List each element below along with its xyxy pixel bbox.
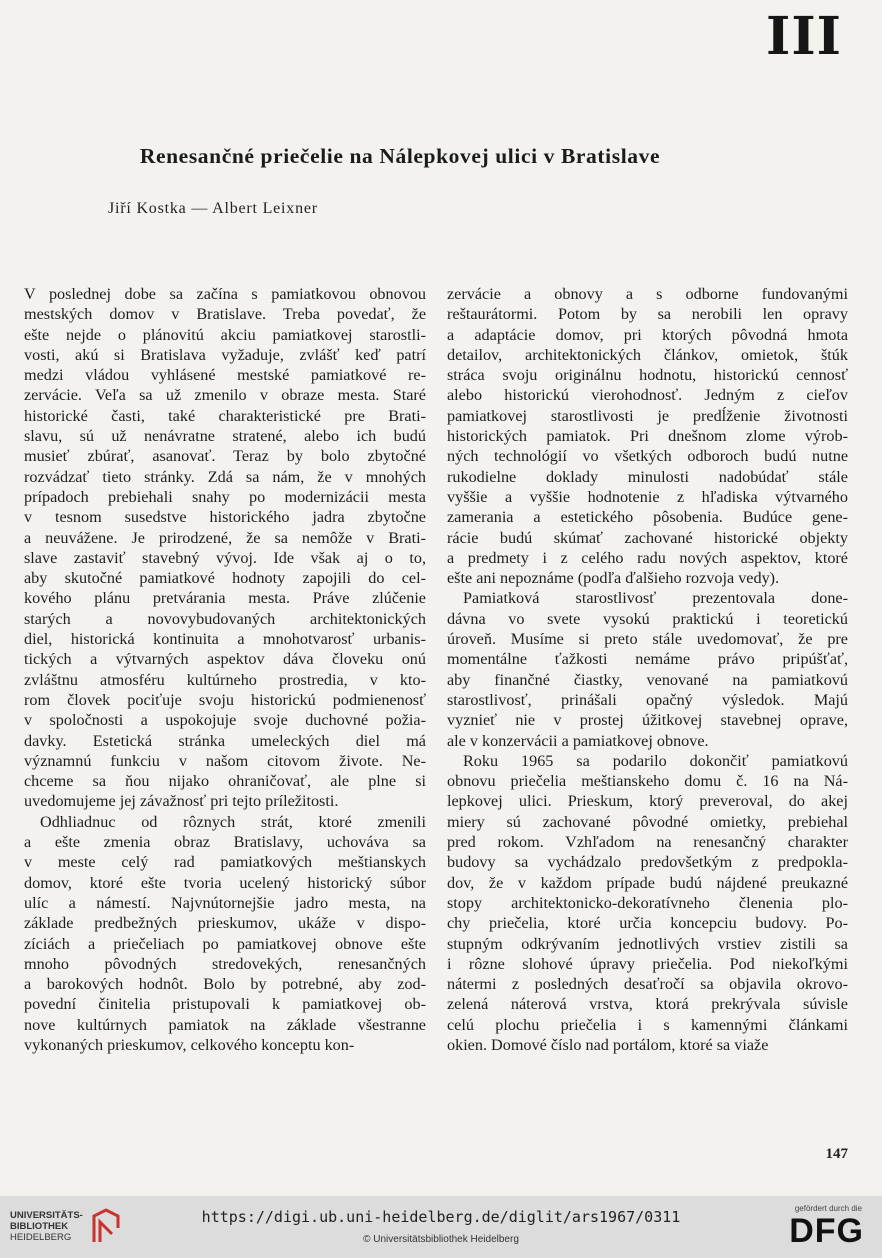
permalink-url[interactable]: https://digi.ub.uni-heidelberg.de/diglit/ars1967/0311 bbox=[201, 1208, 681, 1226]
text-line: Roku 1965 sa podarilo dokončiť pamiatkovú bbox=[463, 751, 848, 770]
text-line: lepkovej ulici. Prieskum, ktorý preveroval, do akej bbox=[447, 792, 848, 811]
text-line: ných technológií vo všetkých odboroch budú nutne bbox=[447, 447, 848, 466]
text-line: nátermi z posledných desaťročí sa objavila okrovo- bbox=[447, 975, 848, 994]
text-line: celú plochu priečelia i s kamennými článkami bbox=[447, 1015, 848, 1034]
library-name-line: BIBLIOTHEK bbox=[10, 1221, 69, 1232]
text-line: musieť zbúrať, asanovať. Teraz by bolo zbytočné bbox=[24, 447, 426, 466]
library-name-line: HEIDELBERG bbox=[10, 1232, 72, 1243]
text-line: zervácie a obnovy a s odborne fundovanými bbox=[447, 285, 848, 303]
text-line: budovy sa vychádzalo predovšetkým z predpokla- bbox=[447, 853, 848, 872]
text-line: Pamiatková starostlivosť prezentovala done- bbox=[463, 589, 848, 608]
text-line: v tesnom susedstve historického jadra zbytočne bbox=[24, 508, 426, 527]
text-line: v meste celý rad pamiatkových meštianskych bbox=[24, 853, 426, 872]
library-name-line: UNIVERSITÄTS- bbox=[10, 1210, 83, 1221]
text-line: obnovu priečelia meštianskeho domu č. 16 na Ná- bbox=[447, 772, 848, 791]
article-title: Renesančné priečelie na Nálepkovej ulici v Bratislave bbox=[139, 144, 661, 168]
text-line: ale v konzervácii a pamiatkovej obnove. bbox=[447, 731, 709, 750]
text-line: zamerania a estetického pôsobenia. Budúce gene- bbox=[447, 508, 848, 527]
text-line: rozvádzať tieto stránky. Zdá sa nám, že v mnohých bbox=[24, 467, 426, 486]
text-line: ešte nejde o plánovitú akciu pamiatkovej starostli- bbox=[24, 325, 426, 344]
text-line: ešte ani nepoznáme (podľa ďalšieho rozvoja vedy). bbox=[447, 569, 780, 588]
text-line: kového plánu pretvárania mesta. Práve zlúčenie bbox=[24, 589, 426, 608]
text-line: historické časti, také charakteristické pre Brati- bbox=[24, 406, 426, 425]
text-line: Odhliadnuc od rôznych strát, ktoré zmenili bbox=[40, 812, 426, 831]
text-line: uvedomujeme jej závažnosť pri tejto príležitosti. bbox=[24, 792, 339, 811]
text-line: okien. Domové číslo nad portálom, ktoré sa viaže bbox=[447, 1035, 769, 1054]
text-line: povední činitelia pristupovali k pamiatkovej ob- bbox=[24, 995, 426, 1014]
text-line: chceme sa ňou nijako ohraničovať, ale plne si bbox=[24, 772, 426, 791]
text-line: i rôzne slohové úpravy priečelia. Pod niekoľkými bbox=[447, 954, 848, 973]
right-text-column bbox=[447, 284, 848, 1055]
article-authors: Jiří Kostka — Albert Leixner bbox=[108, 200, 318, 217]
text-line: vosti, akú si Bratislava vyžaduje, zvlášť keď patrí bbox=[24, 345, 426, 364]
text-line: slave zastaviť stavebný vývoj. Ide však aj o to, bbox=[24, 548, 426, 567]
text-line: pamiatkovej starostlivosti je predĺženie životnosti bbox=[447, 406, 848, 425]
copyright-notice: © Universitätsbibliothek Heidelberg bbox=[363, 1234, 519, 1245]
text-line: momentálne ťažkosti nemáme právo pripúšťať, bbox=[447, 650, 848, 669]
text-line: rom človek pociťuje svoju historickú podmienenosť bbox=[24, 690, 426, 709]
left-text-column bbox=[24, 284, 426, 1055]
text-line: stopy architektonicko-dekoratívneho členenia plo- bbox=[447, 893, 848, 912]
text-line: miery sú zachované pôvodné omietky, prebiehal bbox=[447, 812, 848, 831]
text-line: diel, historická kontinuita a mnohotvarosť urbanis- bbox=[24, 630, 426, 649]
text-line: rukodielne doklady minulosti nadobúdať stále bbox=[447, 467, 848, 486]
text-line: dávna vo svete vysokú praktickú i teoretickú bbox=[447, 609, 848, 628]
text-line: a neuvážene. Je prirodzené, že sa nemôže v Brati- bbox=[24, 528, 426, 547]
text-line: a adaptácie domov, pri ktorých pôvodná hmota bbox=[447, 325, 848, 344]
digitization-footer bbox=[0, 1196, 882, 1258]
text-line: a barokových hodnôt. Bolo by potrebné, aby zod- bbox=[24, 975, 426, 994]
text-line: alebo historickú vierohodnosť. Jedným z cieľov bbox=[447, 386, 848, 405]
text-line: tických a výtvarných aspektov dáva človeku onú bbox=[24, 650, 426, 669]
text-line: vykonaných prieskumov, celkového konceptu kon- bbox=[24, 1035, 355, 1054]
text-line: mestských domov v Bratislave. Treba povedať, že bbox=[24, 305, 426, 324]
text-line: starostlivosť, prinášali opačný výsledok. Majú bbox=[447, 690, 848, 709]
text-line: zelená náterová vrstva, ktorá prekrývala súvisle bbox=[447, 995, 848, 1014]
page-number: 147 bbox=[825, 1146, 848, 1162]
text-line: domov, ktoré ešte tvoria ucelený historický súbor bbox=[24, 873, 426, 892]
text-line: mnoho pôvodných stredovekých, renesančných bbox=[24, 954, 426, 973]
text-line: rácie budú skúmať zachované historické objekty bbox=[447, 528, 848, 547]
text-line: historických pamiatok. Pri dnešnom zlome výrob- bbox=[447, 427, 848, 446]
text-line: V poslednej dobe sa začína s pamiatkovou obnovou bbox=[24, 285, 426, 303]
text-line: v spoločnosti a uspokojuje svoje duchovné požia- bbox=[24, 711, 426, 730]
text-line: zíciách a priečeliach po pamiatkovej obnove ešte bbox=[24, 934, 426, 953]
text-line: úroveň. Musíme si preto stále uvedomovať, že pre bbox=[447, 630, 848, 649]
text-line: a predmety i z celého radu nových aspektov, ktoré bbox=[447, 548, 848, 567]
text-line: stráca svoju originálnu hodnotu, historickú cennosť bbox=[447, 366, 848, 385]
text-line: zvláštnu atmosféru kultúrneho prostredia, v kto- bbox=[24, 670, 426, 689]
text-line: aby finančné čiastky, venované na pamiatkovú bbox=[447, 670, 848, 689]
text-line: vyššie a vyššie hodnotenie z hľadiska výtvarného bbox=[447, 487, 848, 506]
text-line: detailov, architektonických článkov, omietok, štúk bbox=[447, 345, 848, 364]
text-line: významnú funkciu v našom citovom živote. Ne- bbox=[24, 751, 426, 770]
text-line: základe predbežných prieskumov, ukáže v dispo- bbox=[24, 914, 426, 933]
text-line: dov, že v každom prípade budú nájdené preukazné bbox=[447, 873, 848, 892]
text-line: ulíc a námestí. Najvnútornejšie jadro mesta, na bbox=[24, 893, 426, 912]
section-number: III bbox=[766, 6, 842, 67]
text-line: stupným odkrývaním jednotlivých vrstiev zistili sa bbox=[447, 934, 848, 953]
text-line: reštaurátormi. Potom by sa nerobili len opravy bbox=[447, 305, 848, 324]
text-line: davky. Estetická stránka umeleckých diel má bbox=[24, 731, 426, 750]
text-line: medzi vládou vyhlásené mestské pamiatkové re- bbox=[24, 366, 426, 385]
funding-note: gefördert durch die bbox=[794, 1204, 862, 1213]
text-line: aby skutočné pamiatkové hodnoty zapojili do cel- bbox=[24, 569, 426, 588]
text-line: starých a novovybudovaných architektonických bbox=[24, 609, 426, 628]
text-line: pred rokom. Vzhľadom na renesančný charakter bbox=[447, 833, 848, 852]
text-line: slavu, sú už nenávratne stratené, alebo ich budú bbox=[24, 427, 426, 446]
text-line: prípadoch prebiehali snahy po modernizácii mesta bbox=[24, 487, 426, 506]
text-line: a ešte zmenia obraz Bratislavy, uchováva sa bbox=[24, 833, 426, 852]
text-line: nove kultúrnych pamiatok na základe všestranne bbox=[24, 1015, 426, 1034]
text-line: chy priečelia, ktoré určia koncepciu budovy. Po- bbox=[447, 914, 848, 933]
text-line: zervácie. Veľa sa už zmenilo v obraze mesta. Staré bbox=[24, 386, 426, 405]
dfg-logo: DFG bbox=[789, 1212, 864, 1250]
text-line: vyznieť nie v prostej úžitkovej stavebnej oprave, bbox=[447, 711, 848, 730]
